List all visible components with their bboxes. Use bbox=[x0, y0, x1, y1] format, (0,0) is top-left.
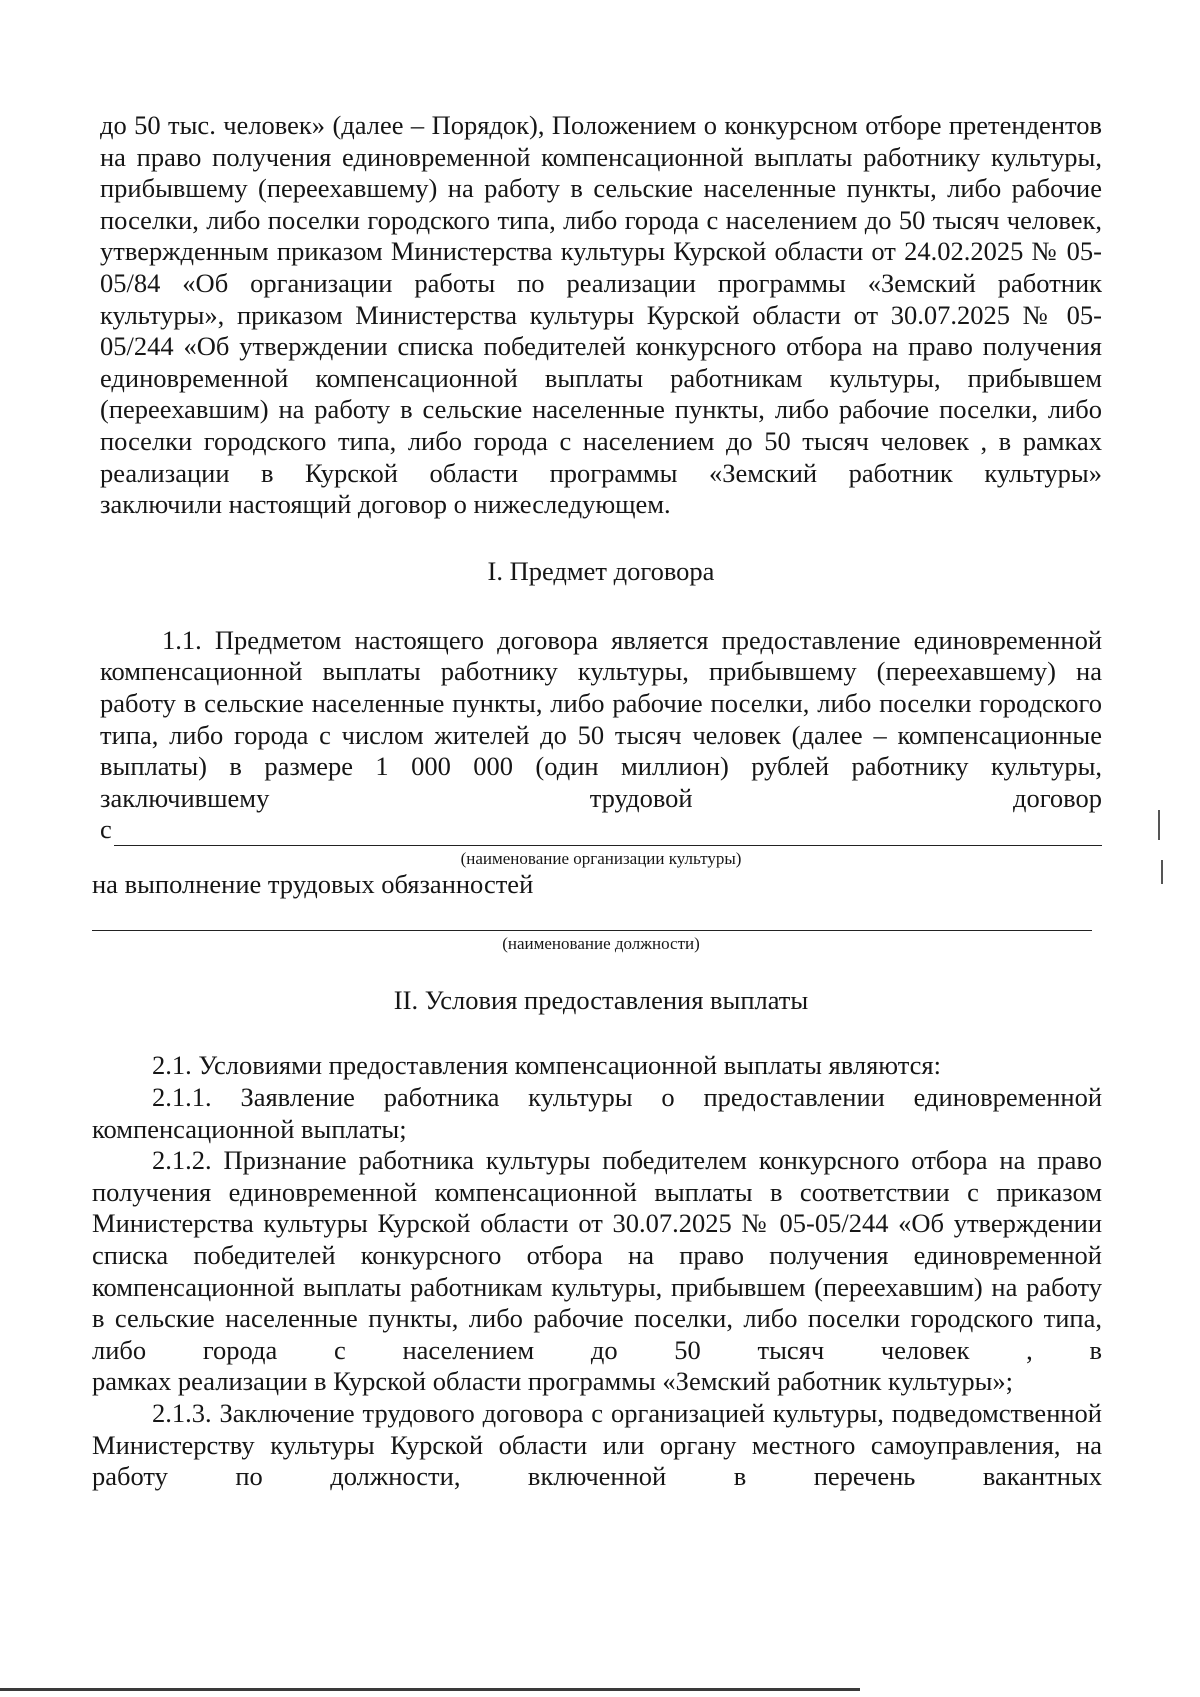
duties-line: на выполнение трудовых обязанностей bbox=[92, 868, 534, 899]
document-page bbox=[92, 110, 1102, 1493]
clause-2-1-1: 2.1.1. Заявление работника культуры о предоставлении единовременной bbox=[152, 1082, 1102, 1113]
scan-bottom-edge bbox=[0, 1688, 860, 1691]
position-caption: (наименование должности) bbox=[502, 934, 700, 954]
clause-1-1: 1.1. Предметом настоящего договора является предоставление единовременной компенсационной выплаты работнику культуры, прибывшему (переехавшему) на работу в сельские населенные пункты, либо рабочие поселки, либо поселки городского типа, либо города с числом жителей до 50 тысяч человек (далее – компенсационные выплаты) в размере 1 000 000 (один миллион) рублей работнику культуры, заключившему трудовой договор bbox=[100, 624, 1102, 813]
organization-fill-line bbox=[114, 819, 1102, 846]
scan-artifact-mark bbox=[1158, 810, 1160, 840]
blank-prefix: с bbox=[100, 814, 112, 845]
clause-2-1-3: 2.1.3. Заключение трудового договора с организацией культуры, подведомственной Министерству культуры Курской области или органу местного самоуправления, на работу по должности, включенной в перечень вакантных bbox=[92, 1398, 1102, 1492]
clause-2-1-2: 2.1.2. Признание работника культуры победителем конкурсного отбора на право получения единовременной компенсационной выплаты в соответствии с приказом Министерства культуры Курской области от 30.07.2025 № 05-05/244 «Об утверждении списка победителей конкурсного отбора на право получения единовременной компенсационной выплаты работникам культуры, прибывшем (переехавшим) на работу в сельские населенные пункты, либо рабочие поселки, либо поселки городского типа, либо города с населением до 50 тысяч человек , в bbox=[92, 1145, 1102, 1365]
intro-text: до 50 тыс. человек» (далее – Порядок), Положением о конкурсном отборе претендентов на право получения единовременной компенсационной выплаты работнику культуры, прибывшему (переехавшему) на работу в сельские населенные пункты, либо рабочие поселки, либо поселки городского типа, либо города с населением до 50 тысяч человек, утвержденным приказом Министерства культуры Курской области от 24.02.2025 № 05-05/84 «Об организации работы по реализации программы «Земский работник культуры», приказом Министерства культуры Курской области от 30.07.2025 № 05-05/244 «Об утверждении списка победителей конкурсного отбора на право получения единовременной компенсационной выплаты работникам культуры, прибывшем (переехавшим) на работу в сельские населенные пункты, либо рабочие поселки, либо поселки городского типа, либо города с населением до 50 тысяч человек , в рамках реализации в Курской области программы «Земский работник культуры» bbox=[100, 110, 1102, 488]
organization-blank bbox=[100, 814, 1102, 846]
intro-paragraph bbox=[100, 110, 1102, 489]
position-fill-line bbox=[92, 900, 1092, 931]
clause-2-1-1-end: компенсационной выплаты; bbox=[92, 1113, 407, 1144]
section-1-heading: I. Предмет договора bbox=[487, 555, 715, 586]
clause-2-1: 2.1. Условиями предоставления компенсационной выплаты являются: bbox=[152, 1050, 941, 1081]
clause-2-1-2-end: рамках реализации в Курской области программы «Земский работник культуры»; bbox=[92, 1366, 1013, 1397]
intro-last-line: заключили настоящий договор о нижеследующем. bbox=[100, 489, 671, 520]
scan-artifact-mark bbox=[1161, 860, 1163, 884]
section-2-heading: II. Условия предоставления выплаты bbox=[393, 985, 809, 1016]
organization-caption: (наименование организации культуры) bbox=[460, 848, 742, 868]
